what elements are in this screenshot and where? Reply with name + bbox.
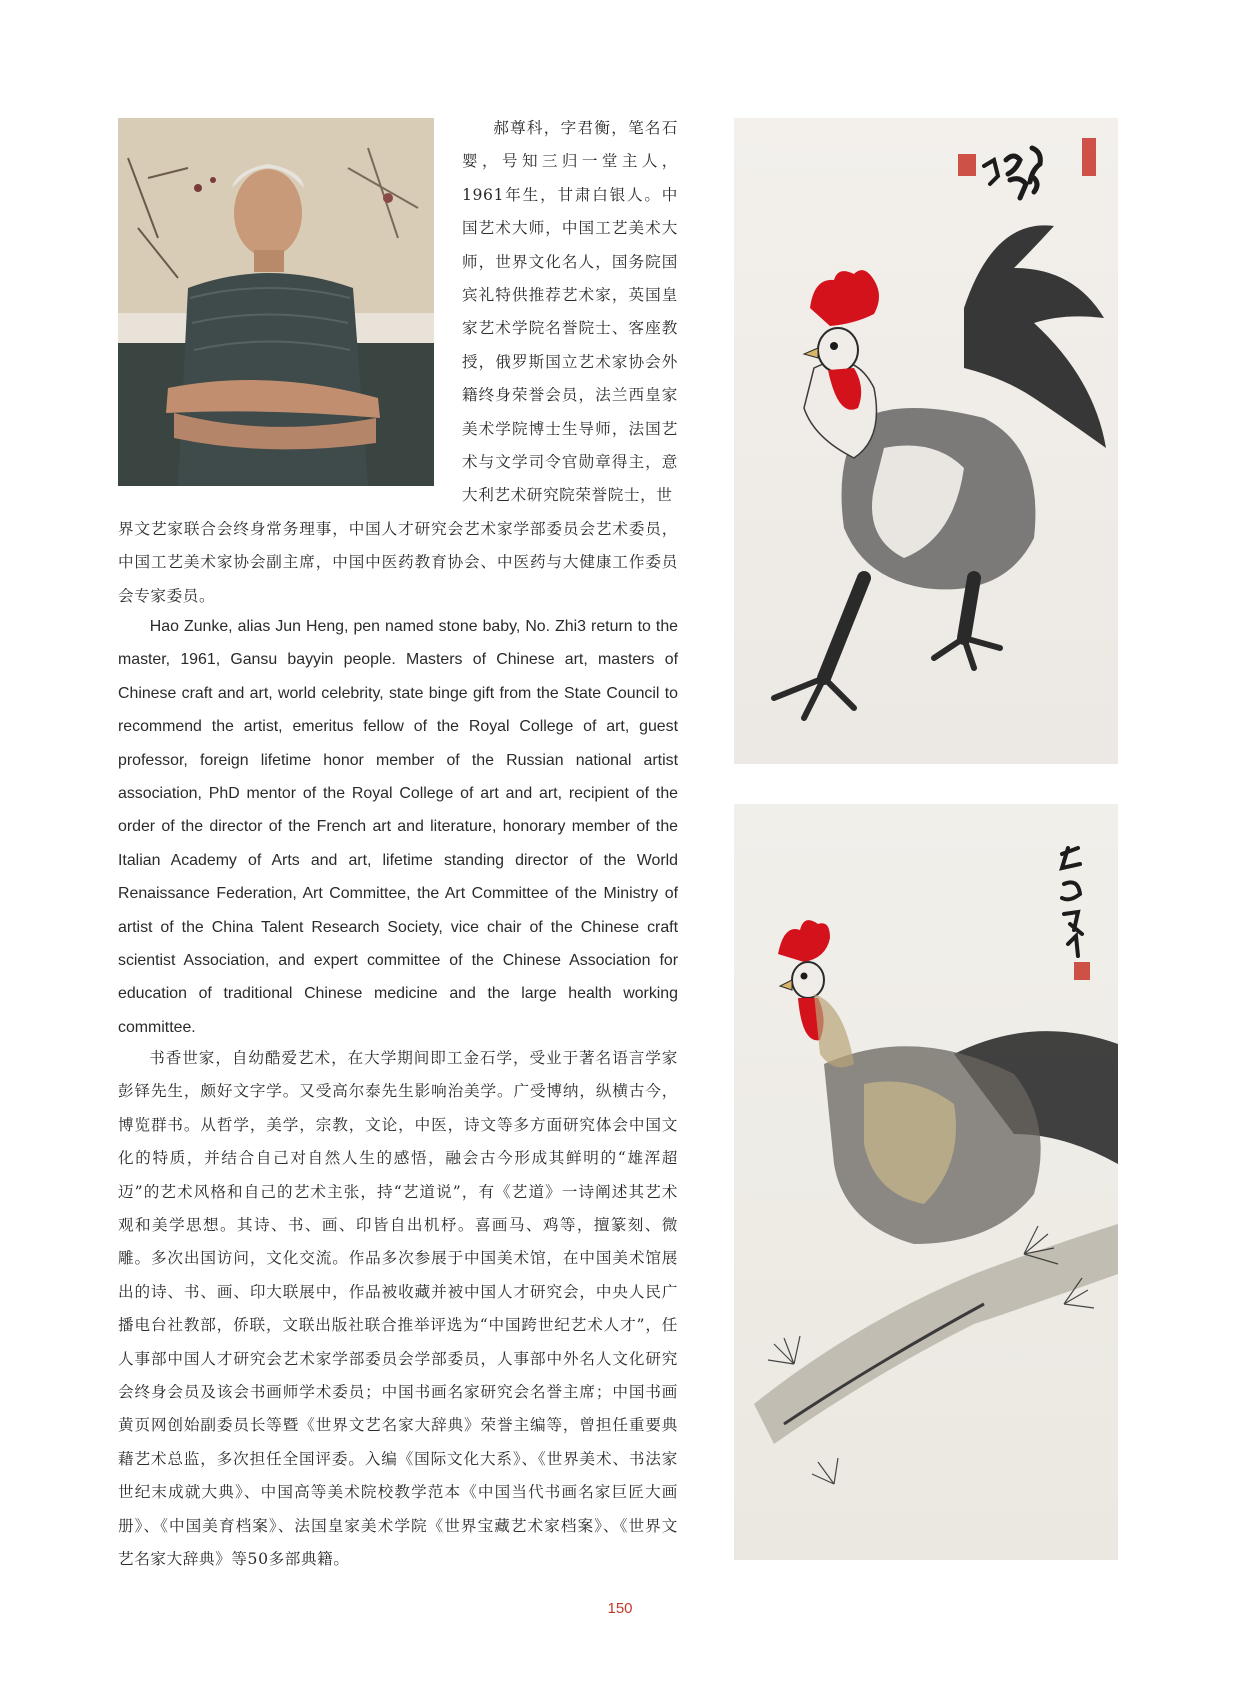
- artist-portrait-photo: [118, 118, 434, 486]
- bio-paragraph-2-chinese: 书香世家，自幼酷爱艺术，在大学期间即工金石学，受业于著名语言学家彭铎先生，颇好文字学。又受高尔泰先生影响治美学。广受博纳，纵横古今，博览群书。从哲学，美学，宗教，文论，中医，诗文等多方面研究体会中国文化的特质，并结合自己对自然人生的感悟，融会古今形成其鲜明的“雄浑超迈”的艺术风格和自己的艺术主张，持“艺道说”，有《艺道》一诗阐述其艺术观和美学思想。其诗、书、画、印皆自出机杼。喜画马、鸡等，擅篆刻、微雕。多次出国访问，文化交流。作品多次参展于中国美术馆，在中国美术馆展出的诗、书、画、印大联展中，作品被收藏并被中国人才研究会，中央人民广播电台社教部，侨联，文联出版社联合推举评选为“中国跨世纪艺术人才”，任人事部中国人才研究会艺术家学部委员会学部委员，人事部中外名人文化研究会终身会员及该会书画师学术委员；中国书画名家研究会名誉主席；中国书画黄页网创始副委员长等暨《世界文艺名家大辞典》荣誉主编等，曾担任重要典藉艺术总监，多次担任全国评委。入编《国际文化大系》、《世界美术、书法家世纪末成就大典》、中国高等美术院校教学范本《中国当代书画名家巨匠大画册》、《中国美育档案》、法国皇家美术学院《世界宝藏艺术家档案》、《世界文艺名家大辞典》等50多部典籍。: [118, 1049, 678, 1569]
- bio-english: Hao Zunke, alias Jun Heng, pen named stone baby, No. Zhi3 return to the master, 1961, Gansu bayyin people. Masters of Chinese art, masters of Chinese craft and art, world celebrity, state binge gift from the State Council to recommend the artist, emeritus fellow of the Royal College of art, guest professor, foreign lifetime honor member of the Russian national artist association, PhD mentor of the Royal College of art and art, recipient of the order of the director of the French art and literature, honorary member of the Italian Academy of Arts and art, lifetime standing director of the World Renaissance Federation, Art Committee, the Art Committee of the Ministry of artist of the China Talent Research Society, vice chair of the Chinese craft scientist Association, and expert committee of the Chinese Association for education of traditional Chinese medicine and the large health working committee.: [118, 618, 678, 1036]
- painting-signature: [958, 138, 1096, 198]
- bio-intro-chinese-continued: 界文艺家联合会终身常务理事，中国人才研究会艺术家学部委员会艺术委员，中国工艺美术家协会副主席，中国中医药教育协会、中医药与大健康工作委员会专家委员。: [118, 520, 678, 605]
- page-number: 150: [607, 1600, 633, 1617]
- rooster-painting-on-pine: [734, 804, 1118, 1560]
- bio-intro-chinese: 郝尊科，字君衡，笔名石婴，号知三归一堂主人，1961年生，甘肃白银人。中国艺术大师，中国工艺美术大师，世界文化名人，国务院国宾礼特供推荐艺术家，英国皇家艺术学院名誉院士、客座教授，俄罗斯国立艺术家协会外籍终身荣誉会员，法兰西皇家美术学院博士生导师，法国艺术与文学司令官勋章得主，意大利艺术研究院荣誉院士，世: [462, 119, 678, 505]
- painting-signature: [1062, 848, 1090, 980]
- rooster-painting-standing: [734, 118, 1118, 764]
